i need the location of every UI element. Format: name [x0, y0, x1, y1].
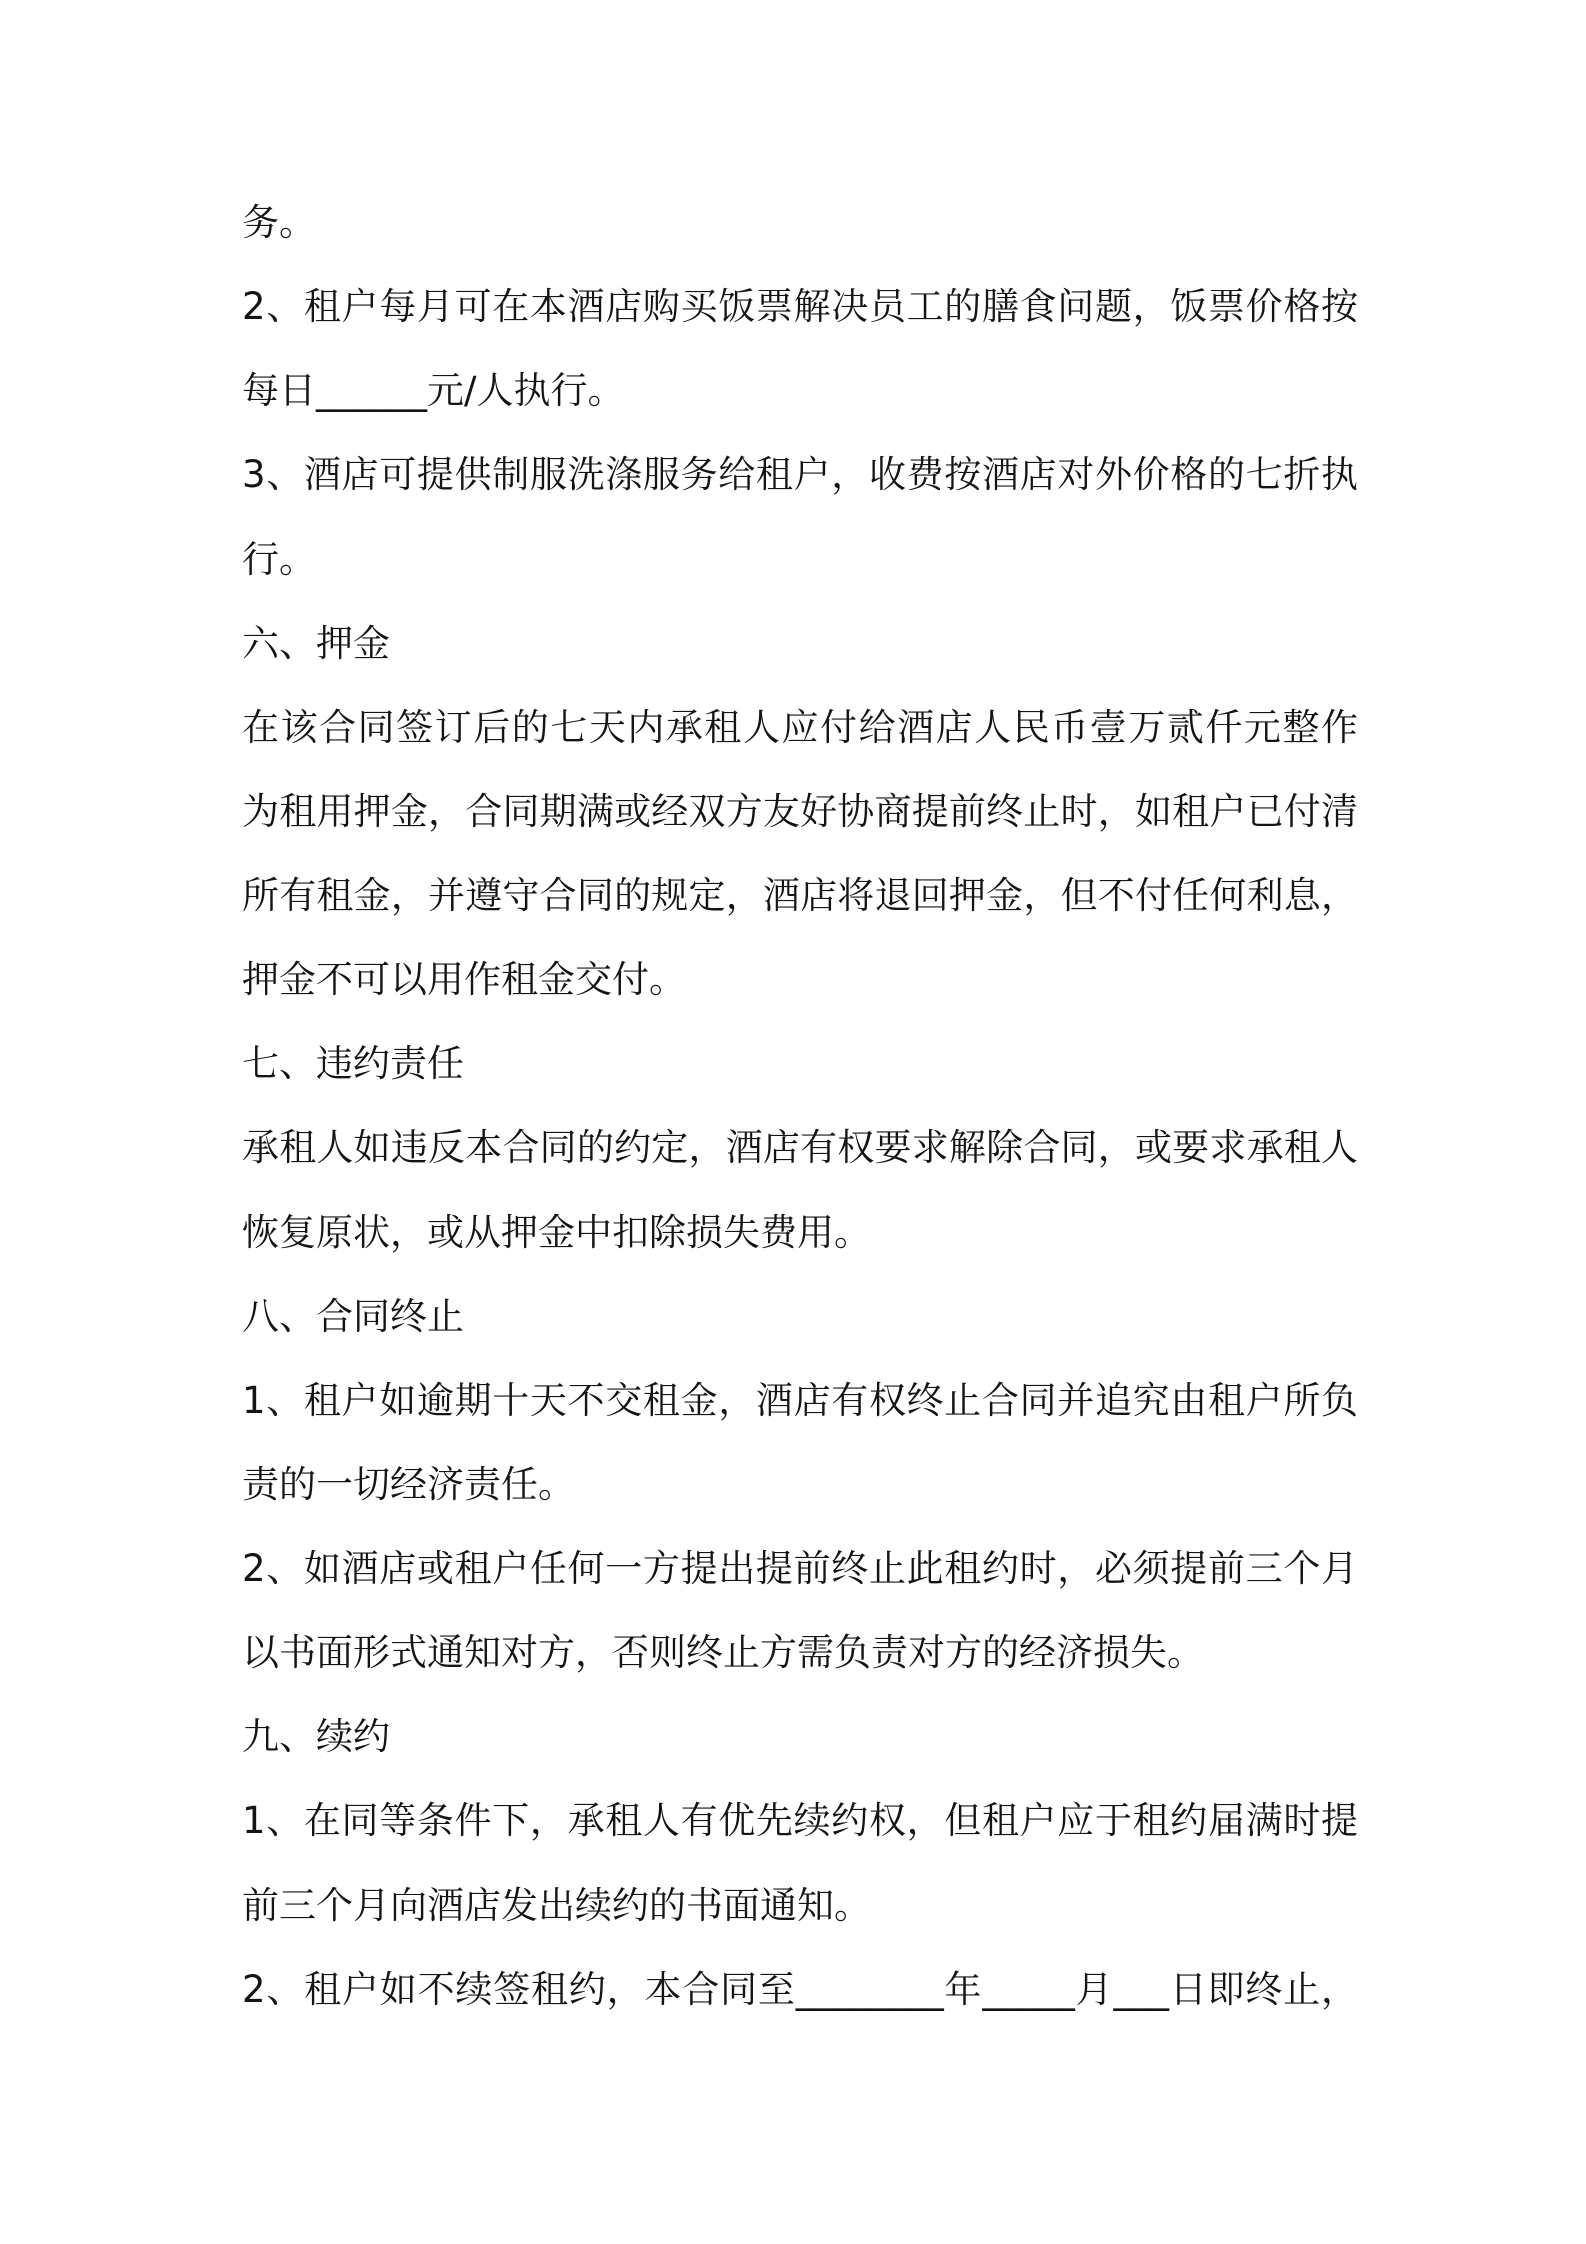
- section-heading-renewal: 九、续约: [242, 1715, 390, 1759]
- section-heading-termination: 八、合同终止: [242, 1294, 464, 1338]
- text-line: 以书面形式通知对方，否则终止方需负责对方的经济损失。: [242, 1631, 1204, 1675]
- text-line: 3、酒店可提供制服洗涤服务给租户，收费按酒店对外价格的七折执: [242, 453, 1358, 497]
- text-line: 在该合同签订后的七天内承租人应付给酒店人民币壹万贰仟元整作: [242, 705, 1358, 749]
- document-body: [242, 181, 1358, 2032]
- section-heading-deposit: 六、押金: [242, 621, 390, 665]
- text-line: 务。: [242, 201, 316, 244]
- text-line: 2、租户如不续签租约，本合同至________年_____月___日即终止，: [242, 1967, 1358, 2011]
- text-line: 2、如酒店或租户任何一方提出提前终止此租约时，必须提前三个月: [242, 1547, 1358, 1590]
- text-line: 行。: [242, 537, 316, 581]
- text-line: 为租用押金，合同期满或经双方友好协商提前终止时，如租户已付清: [242, 789, 1358, 833]
- text-line: 每日______元/人执行。: [242, 369, 625, 413]
- text-line: 押金不可以用作租金交付。: [242, 958, 686, 1002]
- section-heading-breach: 七、违约责任: [242, 1042, 464, 1086]
- text-line: 1、在同等条件下，承租人有优先续约权，但租户应于租约届满时提: [242, 1799, 1358, 1843]
- text-line: 承租人如违反本合同的约定，酒店有权要求解除合同，或要求承租人: [242, 1126, 1358, 1170]
- text-line: 责的一切经济责任。: [242, 1462, 575, 1506]
- text-line: 2、租户每月可在本酒店购买饭票解决员工的膳食问题，饭票价格按: [242, 285, 1358, 329]
- text-line: 前三个月向酒店发出续约的书面通知。: [242, 1883, 871, 1927]
- text-line: 1、租户如逾期十天不交租金，酒店有权终止合同并追究由租户所负: [242, 1378, 1358, 1422]
- text-line: 所有租金，并遵守合同的规定，酒店将退回押金，但不付任何利息，: [242, 874, 1358, 917]
- text-line: 恢复原状，或从押金中扣除损失费用。: [242, 1210, 871, 1254]
